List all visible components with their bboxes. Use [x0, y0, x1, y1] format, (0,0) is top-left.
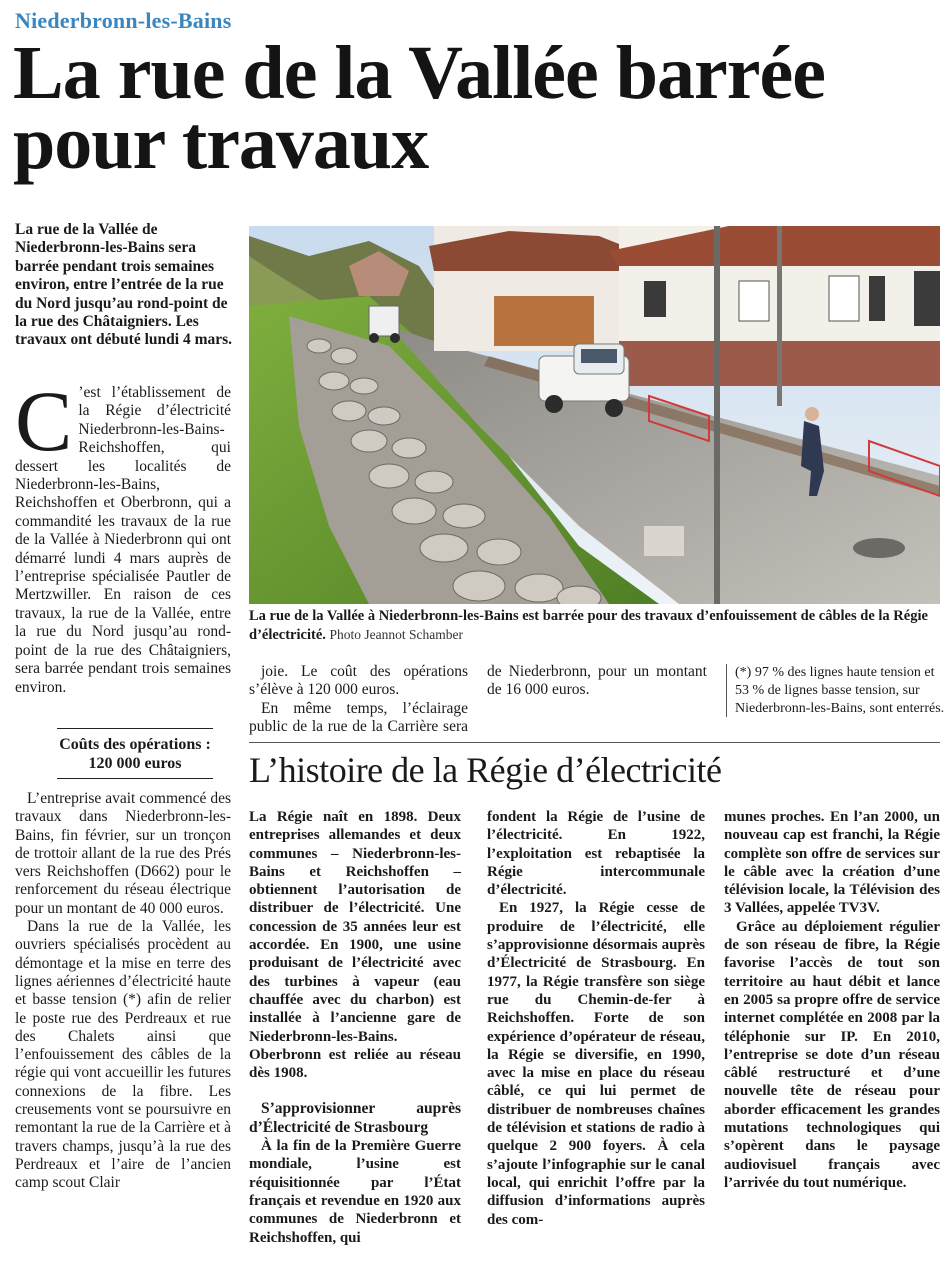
article-column-3	[487, 663, 707, 737]
article-column-2	[249, 663, 468, 700]
history-title: L’histoire de la Régie d’électricité	[249, 750, 722, 790]
drop-cap: C	[15, 373, 73, 469]
history-paragraph-3: fondent la Régie de l’usine de l’électricité. En 1922, l’exploitation est rebaptisée la Régie intercommunale d’électricité.	[487, 809, 705, 899]
history-column-3	[724, 808, 940, 1192]
article-column-1-continued	[15, 790, 231, 1193]
history-paragraph-6: Grâce au déploiement régulier de son réseau de fibre, la Régie favorise l’accès de tout son territoire au haut débit et lance en 2005 sa propre offre de service internet complétée en 2008 par la téléphonie sur IP. En 2010, l’entreprise se dote d’un réseau câblé restructuré et d’une nouvelle tête de réseau pour aborder efficacement les grandes mutations technologiques qui s’opèrent dans le paysage audiovisuel français avec l’arrivée du tout numérique.	[724, 918, 940, 1191]
footnote: (*) 97 % des lignes haute tension et 53 % de lignes basse tension, sur Niederbronn-les-Bains, sont enterrés.	[726, 664, 950, 717]
article-paragraph-5: En même temps, l’éclairage public de la rue de la Carrière sera	[249, 700, 468, 736]
article-paragraph-3: Dans la rue de la Vallée, les ouvriers spécialisés procèdent au démontage et la mise en terre des lignes aériennes d’électricité haute et basse tension (*) afin de relier le poste rue des Perdreaux et rue des Chalets ainsi que l’enfouissement des câbles de la régie qui vont accueillir les futures connexions de la fibre. Les creusements vont se poursuivre en remontant la rue de la Carrière et à travers champs, jusqu’à la rue des Perdreaux et l’aire de l’ancien camp scout Clair	[15, 918, 231, 1192]
lead-paragraph: La rue de la Vallée de Niederbronn-les-Bains sera barrée pendant trois semaines environ, entre l’entrée de la rue du Nord jusqu’au rond-point de la rue des Châtaigniers. Les travaux ont débuté lundi 4 mars.	[15, 221, 233, 349]
article-paragraph-4: joie. Le coût des opérations s’élève à 120 000 euros.	[249, 663, 468, 699]
history-paragraph-5: munes proches. En l’an 2000, un nouveau cap est franchi, la Régie complète son offre de services sur le câble avec la création d’une télévision locale, la Télévision des 3 Vallées, appelée TV3V.	[724, 809, 940, 917]
section-kicker: Niederbronn-les-Bains	[15, 8, 232, 33]
history-column-1	[249, 808, 461, 1247]
article-paragraph-1: ’est l’établissement de la Régie d’électricité Niederbronn-les-Bains-Reichshoffen, qui dessert les localités de Niederbronn-les-Bains, Reichshoffen et Oberbronn, qui a commandité les travaux de la rue de la Vallée à Niederbronn qui ont démarré lundi 4 mars auprès de l’entreprise spécialisée Pautler de Mertzwiller. En raison de ces travaux, la rue de la Vallée, entre la rue du Nord jusqu’au rond-point de la rue des Châtaigniers, sera barrée pendant trois semaines environ.	[15, 384, 231, 696]
history-paragraph-2: À la fin de la Première Guerre mondiale, l’usine est réquisitionnée par l’État français et revendue en 1920 aux communes de Niederbronn et Reichshoffen, qui	[249, 1138, 461, 1246]
article-photo	[249, 226, 940, 604]
photo-caption	[249, 608, 940, 644]
section-divider	[249, 742, 940, 743]
history-paragraph-1: La Régie naît en 1898. Deux entreprises allemandes et deux communes – Niederbronn-les-Bains et Reichshoffen – obtiennent l’autorisation de distribuer de l’électricité. Une concession de 35 années leur est accordée. En 1900, une usine produisant de l’électricité avec des turbines à vapeur (eau chauffée avec du charbon) est installée à l’ancienne gare de Niederbronn-les-Bains. Oberbronn est reliée au réseau dès 1908.	[249, 809, 461, 1082]
headline: La rue de la Vallée barrée pour travaux	[13, 31, 825, 185]
caption-text: La rue de la Vallée à Niederbronn-les-Bains est barrée pour des travaux d’enfouissement de câbles de la Régie d’électricité.	[249, 608, 928, 643]
history-paragraph-4: En 1927, la Régie cesse de produire de l’électricité, elle s’approvisionne désormais auprès d’Électricité de Strasbourg. En 1977, la Régie transfère son siège rue du Chemin-de-fer à Reichshoffen. Forte de son expérience d’opérateur de réseau, la Régie se diversifie, en 1990, avec la mise en place du réseau câblé, ce qui lui permet de distribuer de nombreuses chaînes de télévision et stations de radio à quelque 2 900 foyers. À cela s’ajoute l’infographie sur le canal local, qui enrichit l’offre par la diffusion d’informations auprès des com-	[487, 900, 705, 1228]
article-column-1	[15, 373, 231, 697]
photo-credit: Photo Jeannot Schamber	[329, 626, 463, 642]
article-paragraph-2: L’entreprise avait commencé des travaux dans Niederbronn-les-Bains, fin février, sur un tronçon de trottoir allant de la rue des Prés vers Reichshoffen (D662) pour le renforcement du réseau électrique pour un montant de 40 000 euros.	[15, 790, 231, 917]
article-paragraph-5-continued: de Niederbronn, pour un montant de 16 000 euros.	[487, 663, 707, 698]
street-works-photo	[249, 226, 940, 604]
history-minihead: S’approvisionner auprès d’Électricité de Strasbourg	[249, 1100, 461, 1136]
article-paragraph-5-start	[249, 700, 468, 737]
history-column-2	[487, 808, 705, 1229]
article-subhead: Coûts des opérations : 120 000 euros	[57, 728, 213, 779]
